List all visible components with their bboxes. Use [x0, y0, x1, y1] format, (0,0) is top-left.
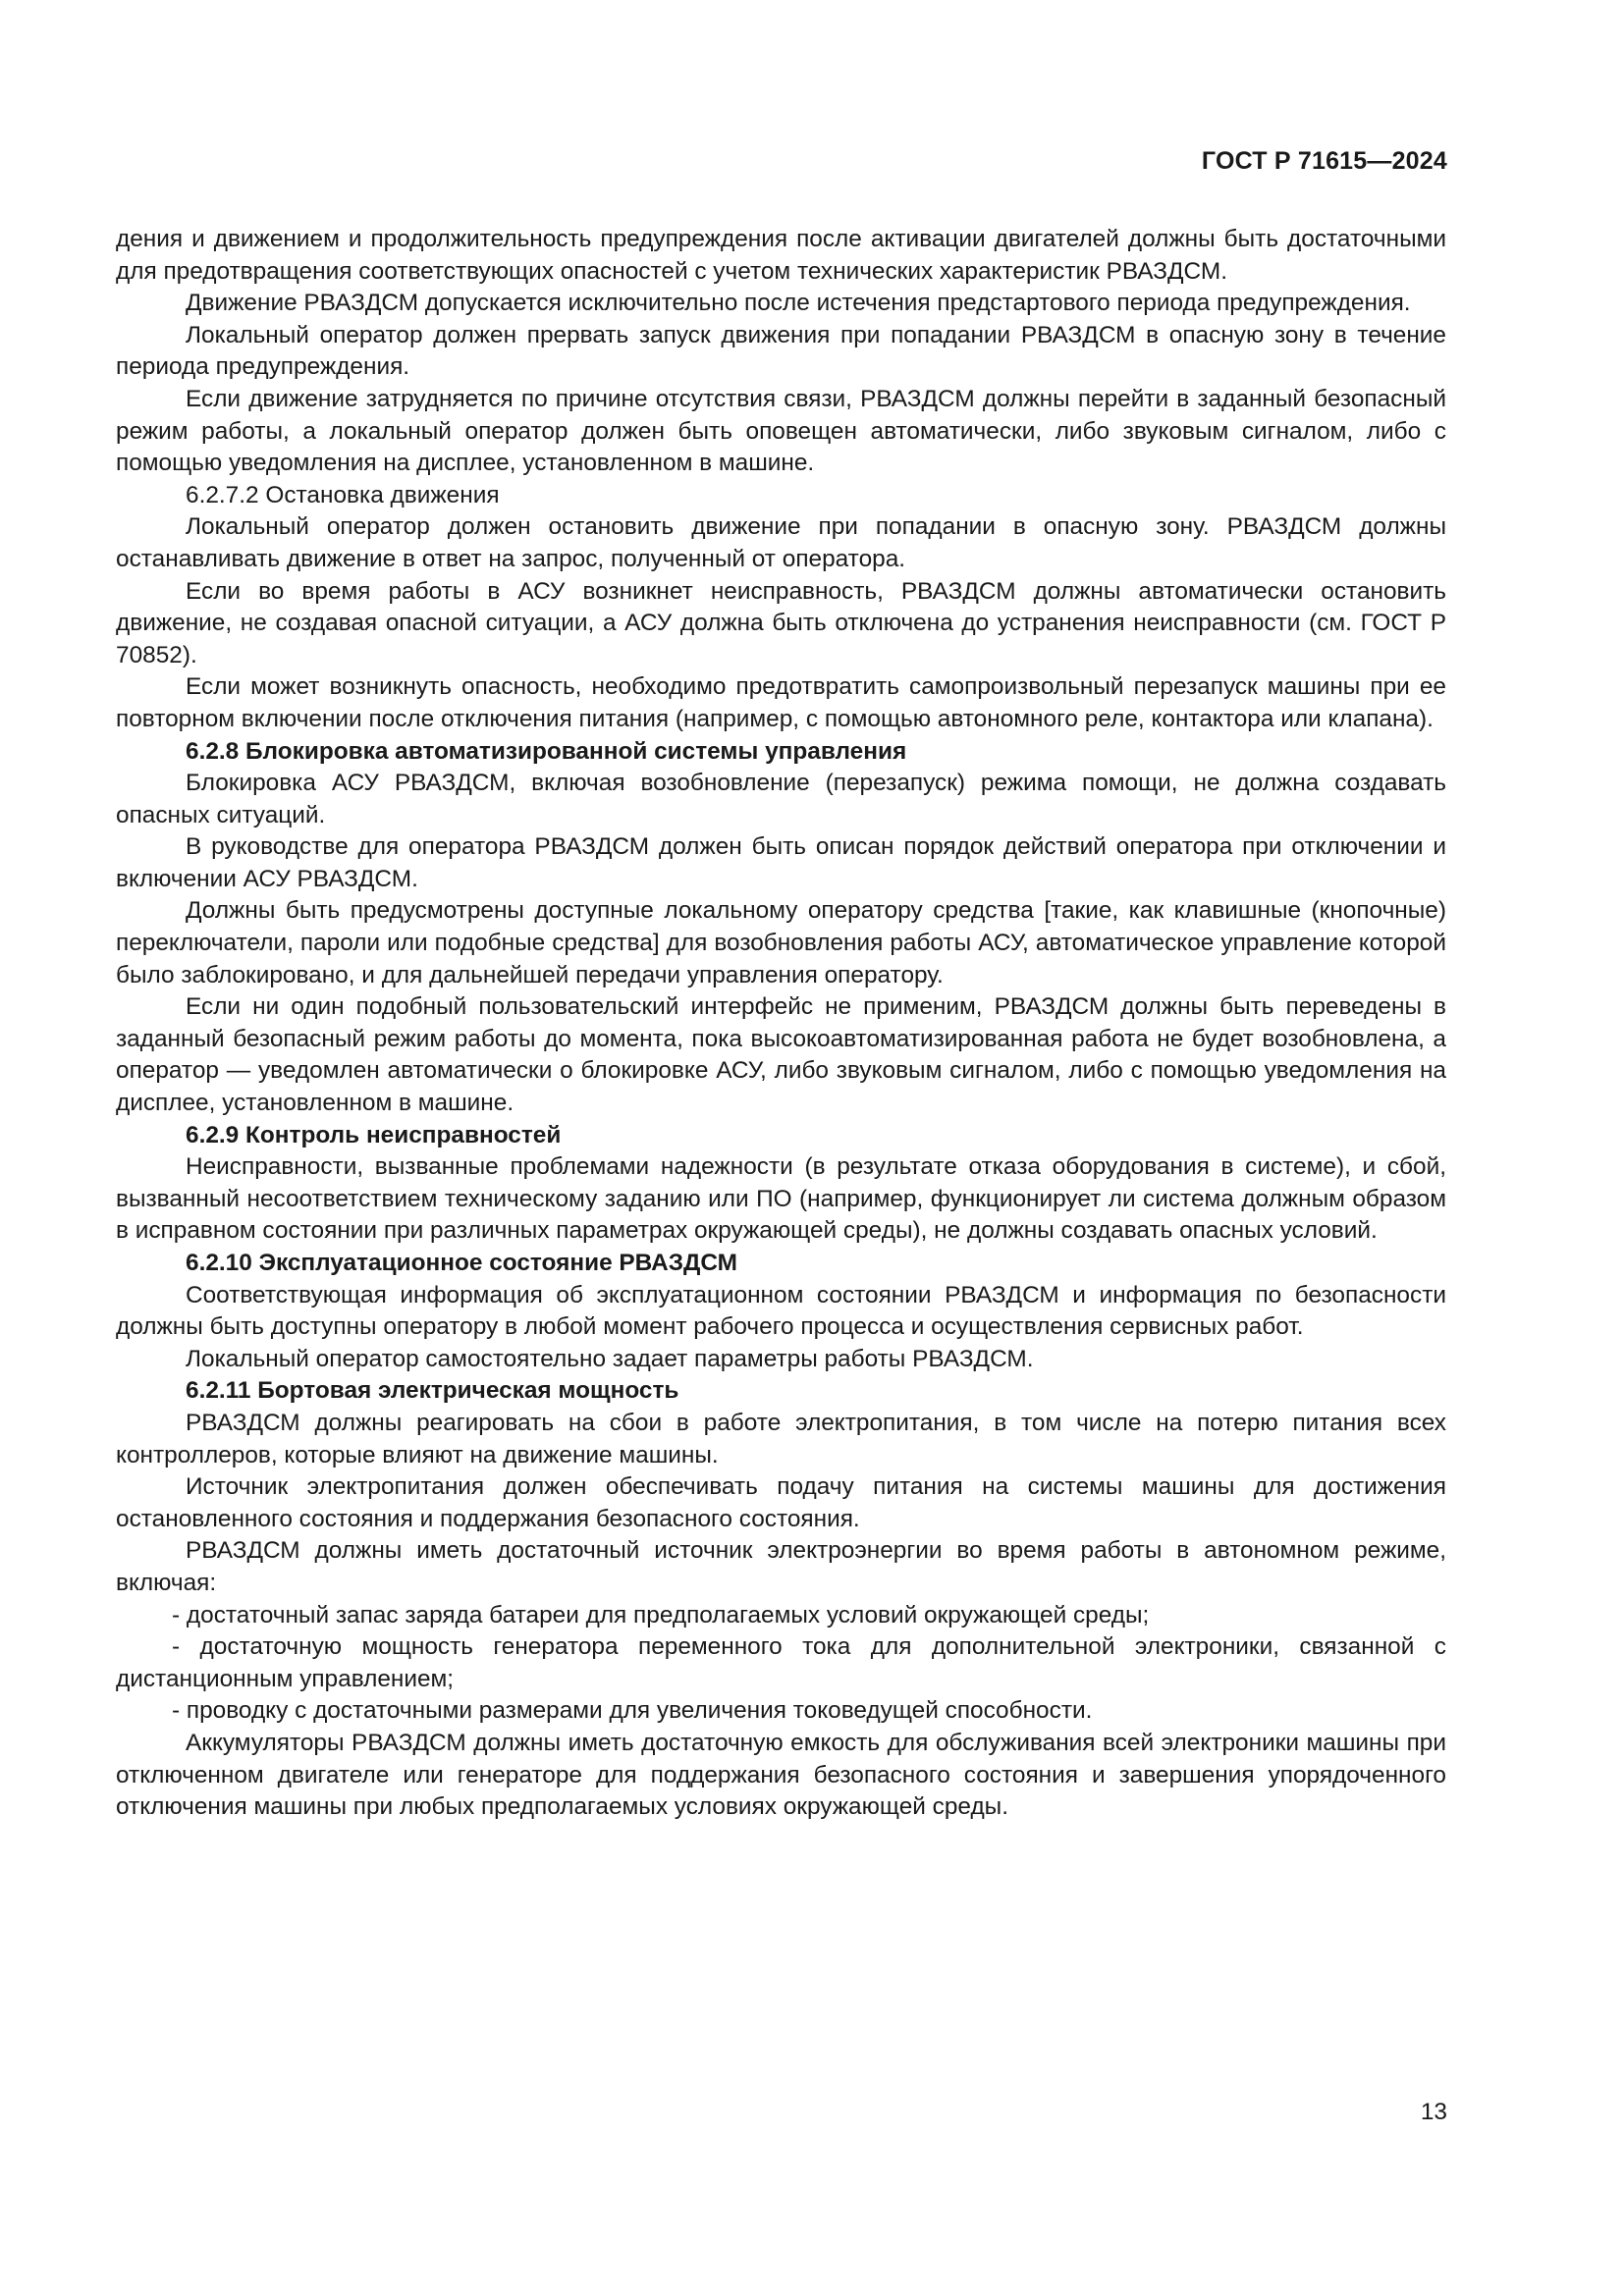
paragraph: дения и движением и продолжительность предупреждения после активации двигателей должны быть достаточными для предотвращения соответствующих опасностей с учетом технических характеристик РВАЗДСМ. [116, 226, 1446, 285]
paragraph: Неисправности, вызванные проблемами надежности (в результате отказа оборудования в системе), и сбой, вызванный несоответствием техническому заданию или ПО (например, функционирует ли система должным образом в исправном состоянии при различных параметрах окружающей среды), не должны создавать опасных условий. [116, 1153, 1446, 1245]
paragraph: Локальный оператор должен остановить движение при попадании в опасную зону. РВАЗДСМ должны останавливать движение в ответ на запрос, полученный от оператора. [116, 513, 1446, 572]
paragraph: Если движение затрудняется по причине отсутствия связи, РВАЗДСМ должны перейти в заданный безопасный режим работы, а локальный оператор должен быть оповещен автоматически, либо звуковым сигналом, либо с помощью уведомления на дисплее, установленном в машине. [116, 385, 1446, 477]
paragraph: РВАЗДСМ должны реагировать на сбои в работе электропитания, в том числе на потерю питания всех контроллеров, которые влияют на движение машины. [116, 1409, 1446, 1468]
section-heading: 6.2.9 Контроль неисправностей [186, 1121, 562, 1148]
paragraph: Локальный оператор должен прервать запуск движения при попадании РВАЗДСМ в опасную зону в течение периода предупреждения. [116, 321, 1446, 381]
section-heading: 6.2.11 Бортовая электрическая мощность [186, 1377, 679, 1405]
list-item: - достаточную мощность генератора переменного тока для дополнительной электроники, связанной с дистанционным управлением; [116, 1633, 1446, 1692]
list-item: - проводку с достаточными размерами для увеличения токоведущей способности. [172, 1697, 1093, 1725]
paragraph: Источник электропитания должен обеспечивать подачу питания на системы машины для достижения остановленного состояния и поддержания безопасного состояния. [116, 1473, 1446, 1532]
paragraph: Если во время работы в АСУ возникнет неисправность, РВАЗДСМ должны автоматически остановить движение, не создавая опасной ситуации, а АСУ должна быть отключена до устранения неисправности (см. ГОСТ Р 70852). [116, 577, 1446, 668]
paragraph: РВАЗДСМ должны иметь достаточный источник электроэнергии во время работы в автономном режиме, включая: [116, 1537, 1446, 1596]
document-id-header: ГОСТ Р 71615—2024 [1201, 147, 1447, 175]
paragraph: Соответствующая информация об эксплуатационном состоянии РВАЗДСМ и информация по безопасности должны быть доступны оператору в любой момент рабочего процесса и осуществления сервисных работ. [116, 1281, 1446, 1341]
paragraph: Если может возникнуть опасность, необходимо предотвратить самопроизвольный перезапуск машины при ее повторном включении после отключения питания (например, с помощью автономного реле, контактора или клапана). [116, 673, 1446, 732]
paragraph: Локальный оператор самостоятельно задает параметры работы РВАЗДСМ. [186, 1345, 1034, 1372]
page-body [116, 224, 1446, 1824]
list-item: - достаточный запас заряда батареи для предполагаемых условий окружающей среды; [172, 1601, 1150, 1629]
paragraph: Если ни один подобный пользовательский интерфейс не применим, РВАЗДСМ должны быть переведены в заданный безопасный режим работы до момента, пока высокоавтоматизированная работа не будет возобновлена, а оператор — уведомлен автоматически о блокировке АСУ, либо звуковым сигналом, либо с помощью уведомления на дисплее, установленном в машине. [116, 993, 1446, 1117]
paragraph: Блокировка АСУ РВАЗДСМ, включая возобновление (перезапуск) режима помощи, не должна создавать опасных ситуаций. [116, 770, 1446, 828]
section-heading: 6.2.8 Блокировка автоматизированной системы управления [186, 737, 907, 765]
paragraph: Движение РВАЗДСМ допускается исключительно после истечения предстартового периода предупреждения. [186, 290, 1411, 317]
subsection-title: 6.2.7.2 Остановка движения [186, 481, 500, 508]
section-heading: 6.2.10 Эксплуатационное состояние РВАЗДСМ [186, 1250, 737, 1276]
paragraph: Должны быть предусмотрены доступные локальному оператору средства [такие, как клавишные (кнопочные) переключатели, пароли или подобные средства] для возобновления работы АСУ, автоматическое управление которой было заблокировано, и для дальнейшей передачи управления оператору. [116, 897, 1446, 988]
page-number: 13 [1420, 2099, 1447, 2125]
paragraph: Аккумуляторы РВАЗДСМ должны иметь достаточную емкость для обслуживания всей электроники машины при отключенном двигателе или генераторе для поддержания безопасного состояния и завершения упорядоченного отключения машины при любых предполагаемых условиях окружающей среды. [116, 1729, 1446, 1821]
paragraph: В руководстве для оператора РВАЗДСМ должен быть описан порядок действий оператора при отключении и включении АСУ РВАЗДСМ. [116, 833, 1446, 892]
